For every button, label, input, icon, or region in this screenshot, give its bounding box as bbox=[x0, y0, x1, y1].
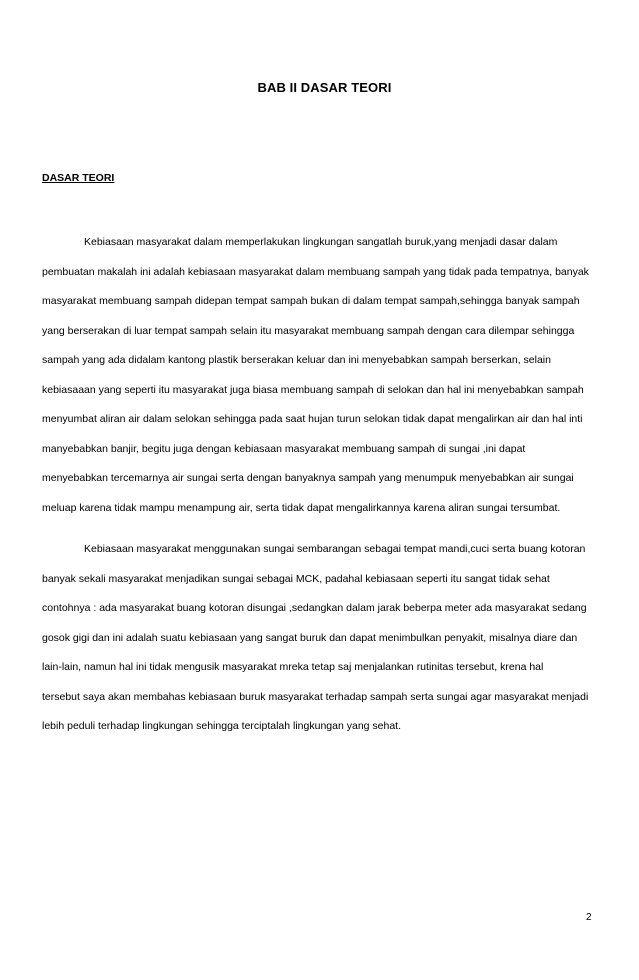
page-number: 2 bbox=[586, 912, 592, 923]
paragraph-line: gosok gigi dan ini adalah suatu kebiasaan yang sangat buruk dan dapat menimbulkan penyakit, misalnya diare dan bbox=[42, 631, 578, 644]
paragraph-line: banyak sekali masyarakat menjadikan sungai sebagai MCK, padahal kebiasaan seperti itu sangat tidak sehat bbox=[42, 572, 550, 585]
paragraph-line: Kebiasaan masyarakat menggunakan sungai sembarangan sebagai tempat mandi,cuci serta buang kotoran bbox=[84, 543, 586, 555]
paragraph-2 bbox=[42, 535, 594, 742]
paragraph-line: masyarakat membuang sampah didepan tempat sampah bukan di dalam tempat sampah,sehingga banyak sampah bbox=[42, 295, 580, 307]
paragraph-line: lain-lain, namun hal ini tidak mengusik masyarakat mreka tetap saj menjalankan rutinitas tersebut, krena hal bbox=[42, 661, 544, 673]
paragraph-line: yang berserakan di luar tempat sampah selain itu masyarakat membuang sampah dengan cara dilempar sehingga bbox=[42, 324, 575, 337]
paragraph-line: contohnya : ada masyarakat buang kotoran disungai ,sedangkan dalam jarak beberpa meter ada masyarakat sedang bbox=[42, 602, 587, 614]
paragraph-line: manyebabkan banjir, begitu juga dengan kebiasaan masyarakat membuang sampah di sungai ,ini dapat bbox=[42, 442, 526, 455]
paragraph-line: pembuatan makalah ini adalah kebiasaan masyarakat dalam membuang sampah yang tidak pada tempatnya, banyak bbox=[42, 265, 589, 278]
paragraph-line: tersebut saya akan membahas kebiasaan buruk masyarakat terhadap sampah serta sungai agar masyarakat menjadi bbox=[42, 690, 589, 703]
paragraph-1 bbox=[42, 228, 594, 523]
paragraph-line: menyebabkan tercemarnya air sungai serta dengan banyaknya sampah yang menumpuk menyebabkan air sungai bbox=[42, 472, 574, 484]
paragraph-line: kebiasaaan yang seperti itu masyarakat juga biasa membuang sampah di selokan dan hal ini menyebabkan sampah bbox=[42, 383, 584, 396]
paragraph-line: sampah yang ada didalam kantong plastik berserakan keluar dan ini menyebabkan sampah berserkan, selain bbox=[42, 354, 551, 366]
chapter-title: BAB II DASAR TEORI bbox=[257, 80, 392, 95]
paragraph-line: lebih peduli terhadap lingkungan sehingga terciptalah lingkungan yang sehat. bbox=[42, 720, 402, 732]
paragraph-line: meluap karena tidak mampu menampung air, serta tidak dapat mengalirkannya karena aliran sungai tersumbat. bbox=[42, 501, 561, 514]
paragraph-line: Kebiasaan masyarakat dalam memperlakukan lingkungan sangatlah buruk,yang menjadi dasar dalam bbox=[84, 236, 558, 248]
section-heading: DASAR TEORI bbox=[42, 172, 115, 184]
paragraph-line: menyumbat aliran air dalam selokan sehingga pada saat hujan turun selokan tidak dapat mengalirkan air dan hal inti bbox=[42, 413, 583, 425]
